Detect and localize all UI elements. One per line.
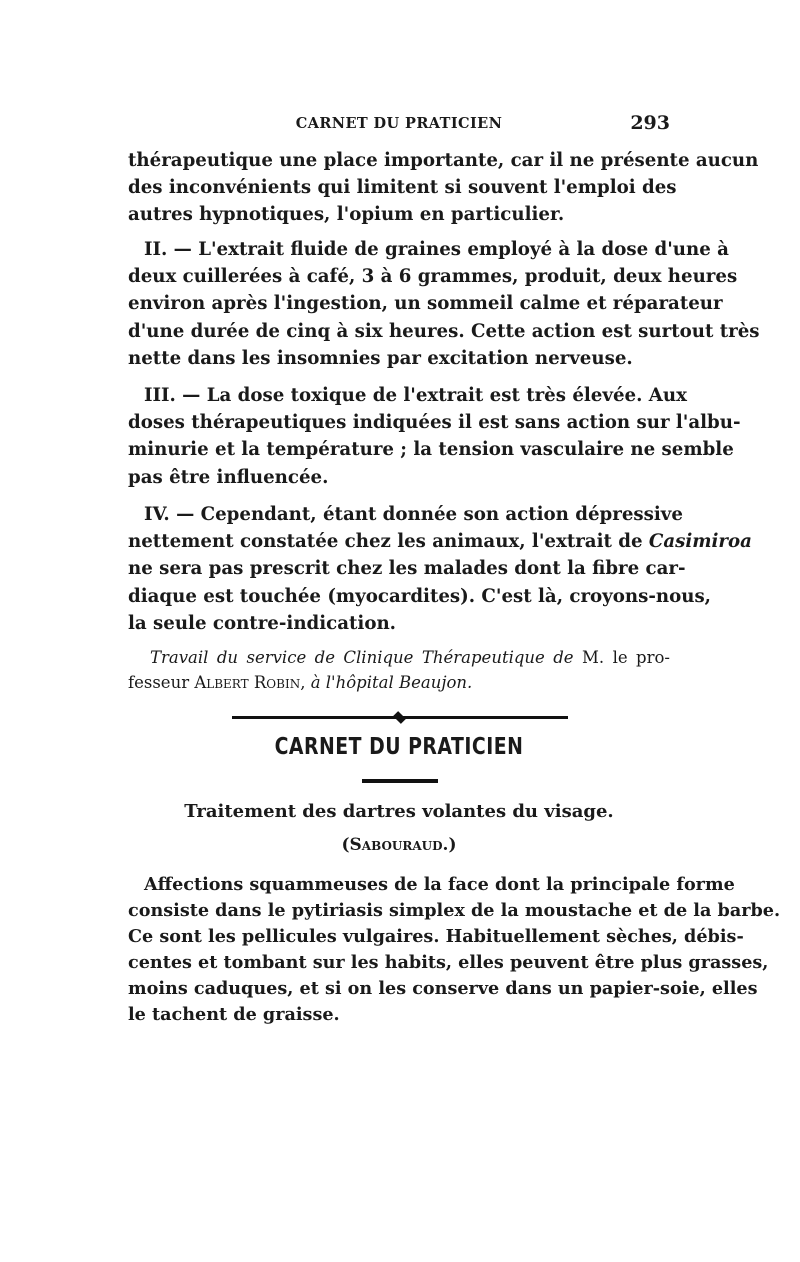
attribution-text: fesseur (128, 673, 195, 692)
text-segment: nettement constatée chez les animaux, l'extrait de (128, 531, 649, 553)
attribution-text: M. le pro- (573, 648, 671, 667)
text-line: d'une durée de cinq à six heures. Cette action est surtout très (128, 320, 760, 342)
text-line: moins caduques, et si on les conserve dans un papier-soie, elles (128, 978, 758, 999)
italic-species-name: Casimiroa (648, 531, 752, 553)
text-line: consiste dans le pytiriasis simplex de la moustache et de la barbe. (128, 900, 781, 921)
text-line: deux cuillerées à café, 3 à 6 grammes, produit, deux heures (128, 266, 738, 288)
paragraph-iii (128, 382, 741, 491)
text-line: autres hypnotiques, l'opium en particulier. (128, 204, 565, 226)
running-head (128, 112, 670, 139)
article-title: Traitement des dartres volantes du visage. (184, 801, 614, 822)
short-rule (362, 779, 438, 783)
text-line: centes et tombant sur les habits, elles peuvent être plus grasses, (128, 952, 769, 973)
text-line: diaque est touchée (myocardites). C'est là, croyons-nous, (128, 585, 712, 607)
paragraph-iv (128, 501, 752, 637)
attribution-text: , (300, 673, 311, 692)
text-line: III. — La dose toxique de l'extrait est très élevée. Aux (144, 385, 687, 406)
attribution-italic: à l'hôpital Beaujon. (310, 673, 473, 692)
text-line: thérapeutique une place importante, car il ne présente aucun (128, 150, 759, 171)
text-line: environ après l'ingestion, un sommeil calme et réparateur (128, 293, 723, 315)
section-title: CARNET DU PRATICIEN (274, 734, 524, 760)
author-name: Albert Robin (194, 673, 301, 692)
page-number: 293 (630, 112, 670, 134)
text-line: IV. — Cependant, étant donnée son action dépressive (144, 504, 683, 525)
text-line: Affections squammeuses de la face dont la principale forme (144, 874, 735, 895)
text-line (128, 528, 752, 555)
text-line: la seule contre-indication. (128, 612, 397, 634)
paragraph-continuation (128, 147, 759, 229)
attribution-italic: Travail du service de Clinique Thérapeutique de (150, 648, 574, 667)
text-line: pas être influencée. (128, 466, 329, 488)
article-author: (Sabouraud.) (341, 835, 457, 855)
paragraph-ii (128, 236, 760, 372)
article-body (128, 872, 781, 1028)
text-line: II. — L'extrait fluide de graines employé à la dose d'une à (144, 239, 729, 260)
text-line: des inconvénients qui limitent si souvent l'emploi des (128, 177, 677, 199)
text-line: doses thérapeutiques indiquées il est sans action sur l'albu- (128, 412, 741, 434)
text-line: Ce sont les pellicules vulgaires. Habituellement sèches, débis- (128, 926, 744, 947)
attribution (128, 645, 671, 695)
text-line: nette dans les insomnies par excitation nerveuse. (128, 347, 633, 369)
text-line: ne sera pas prescrit chez les malades dont la fibre car- (128, 558, 686, 580)
divider-ornament-icon (393, 711, 406, 724)
running-title: CARNET DU PRATICIEN (295, 115, 503, 132)
attribution-line (150, 645, 670, 670)
text-line: le tachent de graisse. (128, 1004, 340, 1025)
attribution-line (128, 670, 670, 695)
text-line: minurie et la température ; la tension vasculaire ne semble (128, 439, 734, 461)
